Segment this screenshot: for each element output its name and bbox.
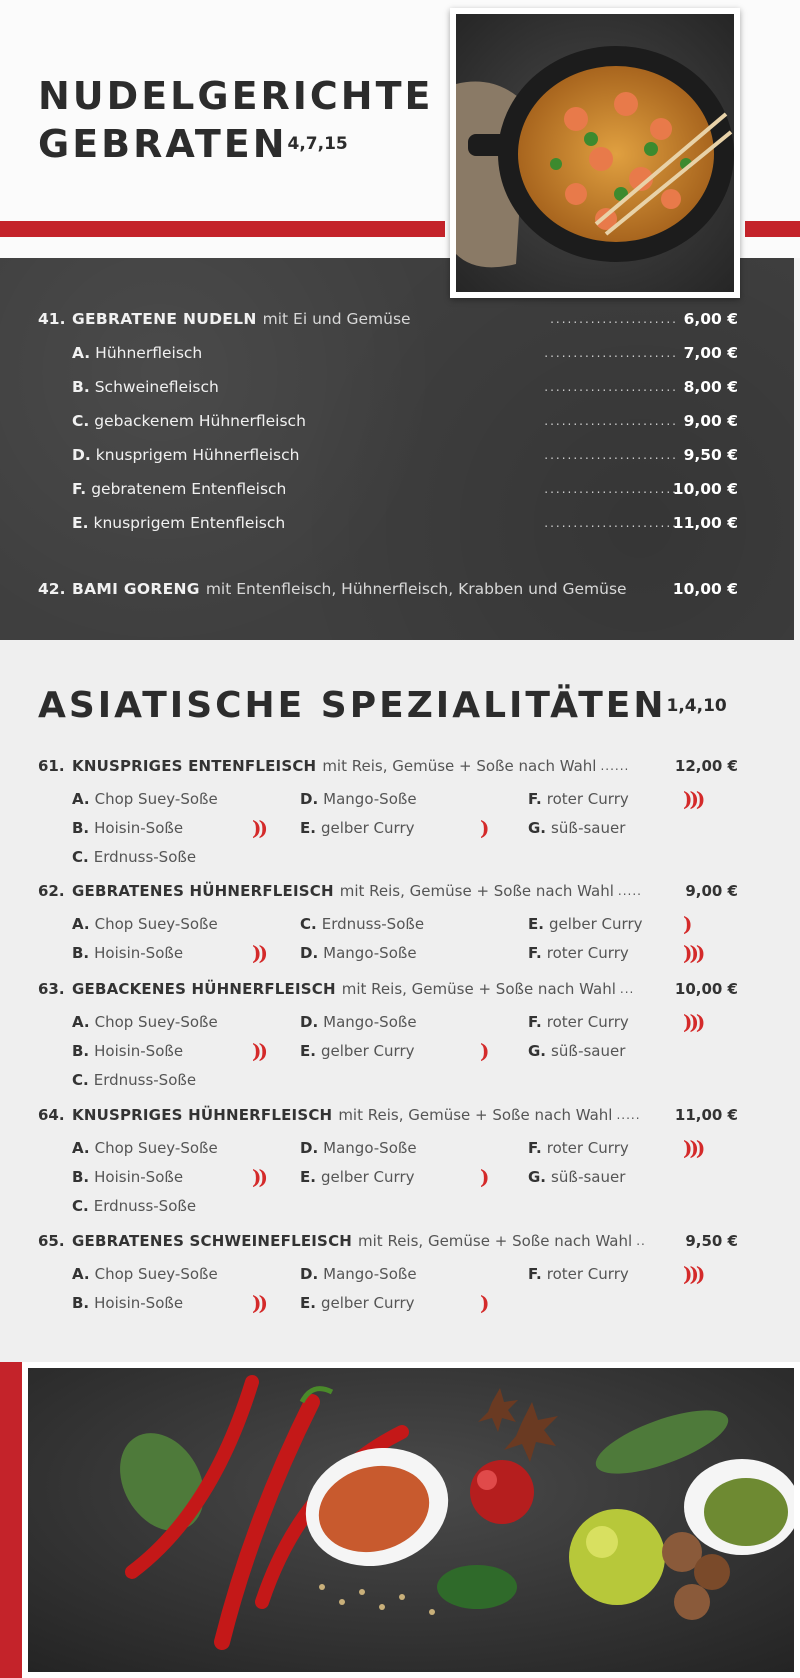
- option-letter: A.: [72, 344, 91, 362]
- special-dish-61: [38, 754, 738, 778]
- dot-leader: ...: [619, 982, 635, 996]
- sauce-option: [300, 913, 424, 935]
- sauce-option: [72, 1069, 196, 1091]
- sauce-label: gelber Curry: [320, 819, 415, 837]
- sauce-letter: A.: [72, 1265, 90, 1283]
- dot-leader: .....: [616, 1108, 641, 1122]
- dot-leader: .......................: [544, 346, 678, 360]
- sauce-label: Mango-Soße: [323, 944, 417, 962]
- dish-price: 11,00 €: [674, 1106, 738, 1124]
- sauce-label: Mango-Soße: [323, 1013, 417, 1031]
- noodles-title-line2: GEBRATEN$^{4,7,15}$: [38, 122, 348, 166]
- sauce-letter: F.: [528, 1265, 542, 1283]
- sauce-letter: E.: [528, 915, 544, 933]
- dish-42: [38, 577, 738, 601]
- sauce-option: [72, 1292, 183, 1314]
- dish-description: mit Reis, Gemüse + Soße nach Wahl: [322, 757, 597, 775]
- option-f: [72, 477, 738, 501]
- sauce-letter: B.: [72, 944, 90, 962]
- chili-spice-icon: ): [480, 816, 487, 840]
- sauce-label: Hoisin-Soße: [94, 819, 184, 837]
- option-e: [72, 511, 738, 535]
- allergen-codes: 1,4,10: [666, 696, 727, 716]
- dish-description: mit Reis, Gemüse + Soße nach Wahl: [339, 882, 614, 900]
- sauce-letter: F.: [528, 790, 542, 808]
- dot-leader: .......................: [544, 380, 678, 394]
- sauce-option: [300, 1040, 414, 1062]
- sauce-letter: D.: [300, 1139, 319, 1157]
- option-label: knusprigem Hühnerfleisch: [95, 446, 300, 464]
- sauce-letter: F.: [528, 944, 542, 962]
- chili-spice-icon: ))): [683, 1010, 703, 1034]
- sauce-letter: A.: [72, 790, 90, 808]
- special-dish-63: [38, 977, 738, 1001]
- sauce-letter: E.: [300, 1294, 316, 1312]
- dish-price: 6,00 €: [683, 310, 738, 328]
- dish-number: 64.: [38, 1106, 65, 1124]
- dish-number: 65.: [38, 1232, 65, 1250]
- dish-number: 62.: [38, 882, 65, 900]
- sauce-label: Chop Suey-Soße: [94, 790, 218, 808]
- option-price: 11,00 €: [672, 514, 738, 532]
- sauce-letter: B.: [72, 1042, 90, 1060]
- option-letter: D.: [72, 446, 91, 464]
- option-d: [72, 443, 738, 467]
- sauce-option: [72, 913, 218, 935]
- dish-number: 41.: [38, 310, 66, 328]
- chili-spice-icon: ): [480, 1039, 487, 1063]
- sauce-letter: C.: [72, 1071, 89, 1089]
- sauce-label: gelber Curry: [320, 1294, 415, 1312]
- sauce-letter: D.: [300, 1013, 319, 1031]
- sauce-letter: C.: [72, 1197, 89, 1215]
- specials-section: [0, 640, 800, 1370]
- chili-spice-icon: )): [252, 1291, 265, 1315]
- option-price: 8,00 €: [683, 378, 738, 396]
- sauce-label: roter Curry: [546, 1139, 629, 1157]
- dish-description: mit Reis, Gemüse + Soße nach Wahl: [338, 1106, 613, 1124]
- option-price: 7,00 €: [683, 344, 738, 362]
- sauce-option: [528, 1040, 625, 1062]
- dish-name: GEBACKENES HÜHNERFLEISCH: [72, 980, 336, 998]
- wok-noodles-photo: [450, 8, 740, 298]
- sauce-option: [72, 846, 196, 868]
- sauce-label: Chop Suey-Soße: [94, 1139, 218, 1157]
- chili-spice-icon: ))): [683, 1262, 703, 1286]
- red-stripe-left: [0, 221, 445, 237]
- sauce-letter: D.: [300, 944, 319, 962]
- spices-photo: [22, 1362, 800, 1678]
- dish-name: KNUSPRIGES HÜHNERFLEISCH: [72, 1106, 333, 1124]
- option-c: [72, 409, 738, 433]
- sauce-letter: B.: [72, 819, 90, 837]
- option-label: gebackenem Hühnerfleisch: [94, 412, 306, 430]
- sauce-option: [300, 942, 417, 964]
- sauce-label: Hoisin-Soße: [94, 1294, 184, 1312]
- sauce-label: Chop Suey-Soße: [94, 1265, 218, 1283]
- sauce-label: Erdnuss-Soße: [93, 1071, 197, 1089]
- sauce-option: [72, 788, 218, 810]
- chili-spice-icon: ): [683, 912, 690, 936]
- sauce-letter: F.: [528, 1013, 542, 1031]
- chili-spice-icon: ))): [683, 941, 703, 965]
- sauce-option: [528, 1263, 629, 1285]
- sauce-letter: G.: [528, 819, 547, 837]
- special-dish-62: [38, 879, 738, 903]
- option-letter: B.: [72, 378, 90, 396]
- dot-leader: .....: [617, 884, 642, 898]
- chili-spice-icon: )): [252, 816, 265, 840]
- sauce-label: Erdnuss-Soße: [93, 1197, 197, 1215]
- sauce-letter: A.: [72, 1139, 90, 1157]
- sauce-label: Hoisin-Soße: [94, 944, 184, 962]
- wok-noodles-image: [456, 14, 734, 292]
- sauce-option: [300, 817, 414, 839]
- sauce-letter: E.: [300, 819, 316, 837]
- dish-number: 42.: [38, 580, 66, 598]
- chili-spice-icon: ): [480, 1291, 487, 1315]
- sauce-letter: E.: [300, 1042, 316, 1060]
- dish-number: 63.: [38, 980, 65, 998]
- sauce-letter: B.: [72, 1294, 90, 1312]
- dish-name: KNUSPRIGES ENTENFLEISCH: [72, 757, 317, 775]
- dish-price: 10,00 €: [672, 580, 738, 598]
- sauce-label: gelber Curry: [320, 1168, 415, 1186]
- sauce-option: [72, 817, 183, 839]
- sauce-option: [528, 1166, 625, 1188]
- sauce-letter: E.: [300, 1168, 316, 1186]
- sauce-letter: C.: [300, 915, 317, 933]
- dot-leader: ......: [600, 759, 630, 773]
- sauce-letter: B.: [72, 1168, 90, 1186]
- sauce-option: [300, 1011, 417, 1033]
- option-label: Schweinefleisch: [94, 378, 219, 396]
- chili-spice-icon: )): [252, 1039, 265, 1063]
- dish-price: 10,00 €: [674, 980, 738, 998]
- sauce-option: [528, 817, 625, 839]
- option-letter: C.: [72, 412, 90, 430]
- dot-leader: .......................: [544, 482, 678, 496]
- special-dish-64: [38, 1103, 738, 1127]
- sauce-label: roter Curry: [546, 1013, 629, 1031]
- sauce-option: [72, 942, 183, 964]
- dot-leader: .......................: [544, 448, 678, 462]
- noodles-title-line1: NUDELGERICHTE: [38, 74, 434, 118]
- sauce-label: süß-sauer: [551, 1042, 626, 1060]
- sauce-label: süß-sauer: [551, 819, 626, 837]
- sauce-label: Erdnuss-Soße: [321, 915, 425, 933]
- dot-leader: ......................: [550, 312, 678, 326]
- sauce-label: Hoisin-Soße: [94, 1168, 184, 1186]
- option-label: Hühnerfleisch: [95, 344, 203, 362]
- option-letter: E.: [72, 514, 89, 532]
- special-dish-65: [38, 1229, 738, 1253]
- sauce-letter: F.: [528, 1139, 542, 1157]
- sauce-label: roter Curry: [546, 1265, 629, 1283]
- sauce-option: [72, 1195, 196, 1217]
- sauce-option: [528, 913, 642, 935]
- dish-name: GEBRATENES SCHWEINEFLEISCH: [72, 1232, 353, 1250]
- chili-spice-icon: )): [252, 941, 265, 965]
- sauce-option: [528, 1011, 629, 1033]
- dish-description: mit Reis, Gemüse + Soße nach Wahl: [358, 1232, 633, 1250]
- chili-spice-icon: ))): [683, 1136, 703, 1160]
- sauce-label: Mango-Soße: [323, 790, 417, 808]
- noodles-title: [38, 72, 434, 168]
- sauce-label: Hoisin-Soße: [94, 1042, 184, 1060]
- sauce-option: [300, 1137, 417, 1159]
- sauce-option: [300, 788, 417, 810]
- sauce-option: [528, 1137, 629, 1159]
- dish-description: mit Entenfleisch, Hühnerfleisch, Krabben und Gemüse: [205, 580, 627, 598]
- sauce-label: gelber Curry: [320, 1042, 415, 1060]
- sauce-letter: C.: [72, 848, 89, 866]
- dish-name: BAMI GORENG: [72, 580, 200, 598]
- allergen-codes: 4,7,15: [287, 134, 348, 154]
- sauce-option: [72, 1137, 218, 1159]
- dish-price: 9,50 €: [685, 1232, 738, 1250]
- option-label: knusprigem Entenfleisch: [93, 514, 286, 532]
- sauce-option: [300, 1292, 414, 1314]
- sauce-option: [300, 1263, 417, 1285]
- dish-name: GEBRATENE NUDELN: [72, 310, 257, 328]
- sauce-letter: A.: [72, 1013, 90, 1031]
- sauce-letter: G.: [528, 1042, 547, 1060]
- sauce-label: roter Curry: [546, 790, 629, 808]
- option-letter: F.: [72, 480, 87, 498]
- chili-spice-icon: )): [252, 1165, 265, 1189]
- sauce-letter: D.: [300, 790, 319, 808]
- sauce-label: Mango-Soße: [323, 1265, 417, 1283]
- dish-name: GEBRATENES HÜHNERFLEISCH: [72, 882, 334, 900]
- panel-edge: [794, 258, 800, 640]
- dish-description: mit Ei und Gemüse: [262, 310, 411, 328]
- dot-leader: .......................: [544, 414, 678, 428]
- option-price: 10,00 €: [672, 480, 738, 498]
- chili-spice-icon: ))): [683, 787, 703, 811]
- dish-description: mit Reis, Gemüse + Soße nach Wahl: [341, 980, 616, 998]
- sauce-option: [72, 1040, 183, 1062]
- dish-41: [38, 307, 738, 331]
- sauce-letter: D.: [300, 1265, 319, 1283]
- sauce-option: [72, 1166, 183, 1188]
- option-b: [72, 375, 738, 399]
- option-label: gebratenem Entenfleisch: [91, 480, 287, 498]
- sauce-option: [528, 788, 629, 810]
- sauce-option: [528, 942, 629, 964]
- specials-title: ASIATISCHE SPEZIALITÄTEN$^{1,4,10}$: [38, 685, 727, 726]
- sauce-option: [72, 1011, 218, 1033]
- sauce-letter: G.: [528, 1168, 547, 1186]
- dish-price: 12,00 €: [674, 757, 738, 775]
- chili-spice-icon: ): [480, 1165, 487, 1189]
- sauce-label: roter Curry: [546, 944, 629, 962]
- sauce-label: Mango-Soße: [323, 1139, 417, 1157]
- sauce-label: Chop Suey-Soße: [94, 915, 218, 933]
- option-price: 9,00 €: [683, 412, 738, 430]
- option-price: 9,50 €: [683, 446, 738, 464]
- sauce-option: [72, 1263, 218, 1285]
- dot-leader: ..: [636, 1234, 646, 1248]
- dot-leader: .......................: [544, 516, 678, 530]
- sauce-letter: A.: [72, 915, 90, 933]
- red-stripe-right: [745, 221, 800, 237]
- sauce-label: gelber Curry: [548, 915, 643, 933]
- dish-price: 9,00 €: [685, 882, 738, 900]
- spices-image: [22, 1362, 800, 1678]
- sauce-option: [300, 1166, 414, 1188]
- red-band-left: [0, 1362, 22, 1678]
- sauce-label: Chop Suey-Soße: [94, 1013, 218, 1031]
- dish-number: 61.: [38, 757, 65, 775]
- option-a: [72, 341, 738, 365]
- sauce-label: süß-sauer: [551, 1168, 626, 1186]
- sauce-label: Erdnuss-Soße: [93, 848, 197, 866]
